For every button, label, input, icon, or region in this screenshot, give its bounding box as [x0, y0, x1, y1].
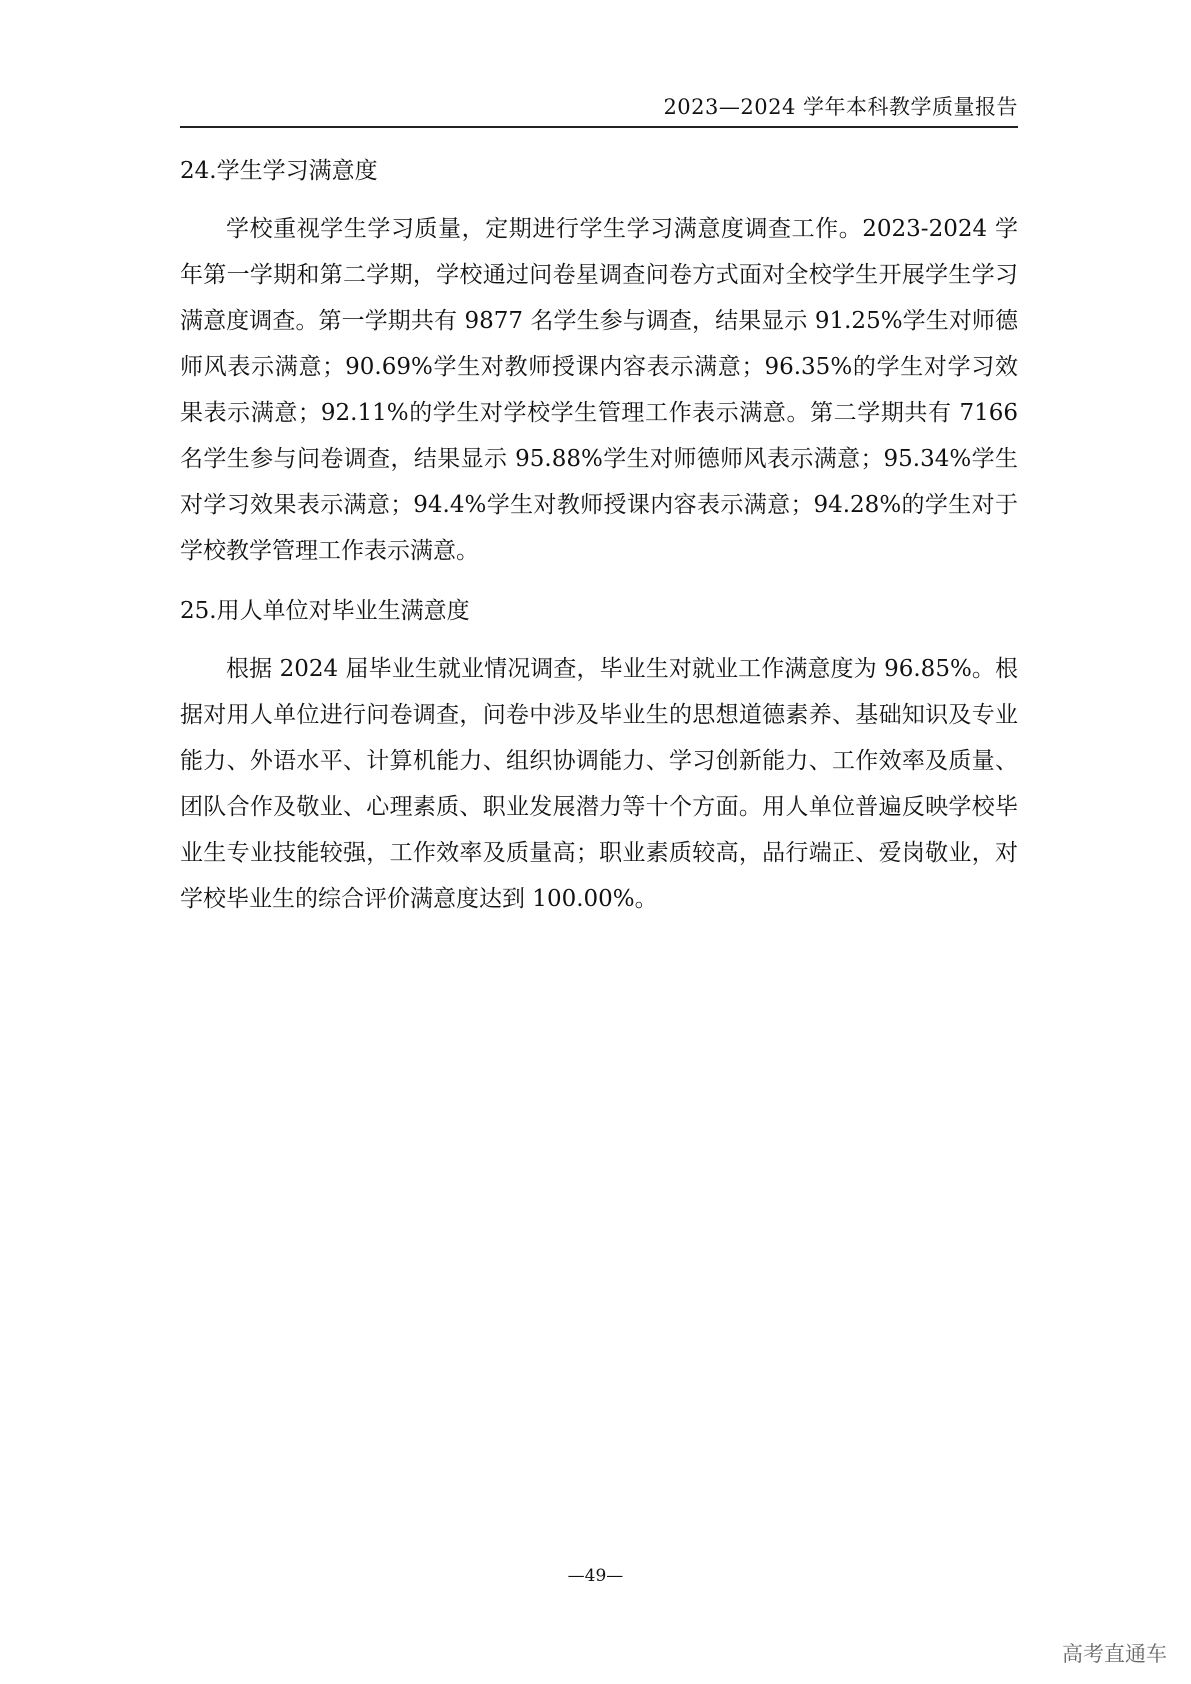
page-content: [180, 148, 1018, 936]
section-paragraph: 学校重视学生学习质量，定期进行学生学习满意度调查工作。2023-2024 学年第一学期和第二学期，学校通过问卷星调查问卷方式面对全校学生开展学生学习满意度调查。第一学期共有 9877 名学生参与调查，结果显示 91.25%学生对师德师风表示满意；90.69%学生对教师授课内容表示满意；96.35%的学生对学习效果表示满意；92.11%的学生对学校学生管理工作表示满意。第二学期共有 7166 名学生参与问卷调查，结果显示 95.88%学生对师德师风表示满意；95.34%学生对学习效果表示满意；94.4%学生对教师授课内容表示满意；94.28%的学生对于学校教学管理工作表示满意。: [180, 216, 1018, 564]
section-employer-satisfaction: [180, 588, 1018, 922]
running-header: 2023—2024 学年本科教学质量报告: [663, 95, 1018, 119]
watermark: 高考直通车: [1062, 1642, 1167, 1666]
section-paragraph: 根据 2024 届毕业生就业情况调查，毕业生对就业工作满意度为 96.85%。根据对用人单位进行问卷调查，问卷中涉及毕业生的思想道德素养、基础知识及专业能力、外语水平、计算机能力、组织协调能力、学习创新能力、工作效率及质量、团队合作及敬业、心理素质、职业发展潜力等十个方面。用人单位普遍反映学校毕业生专业技能较强，工作效率及质量高；职业素质较高，品行端正、爱岗敬业，对学校毕业生的综合评价满意度达到 100.00%。: [180, 656, 1018, 912]
page-number: —49—: [567, 1566, 624, 1586]
section-student-satisfaction: [180, 148, 1018, 574]
section-heading: 24.学生学习满意度: [180, 158, 378, 184]
section-heading: 25.用人单位对毕业生满意度: [180, 598, 470, 624]
header-rule: [180, 126, 1018, 128]
